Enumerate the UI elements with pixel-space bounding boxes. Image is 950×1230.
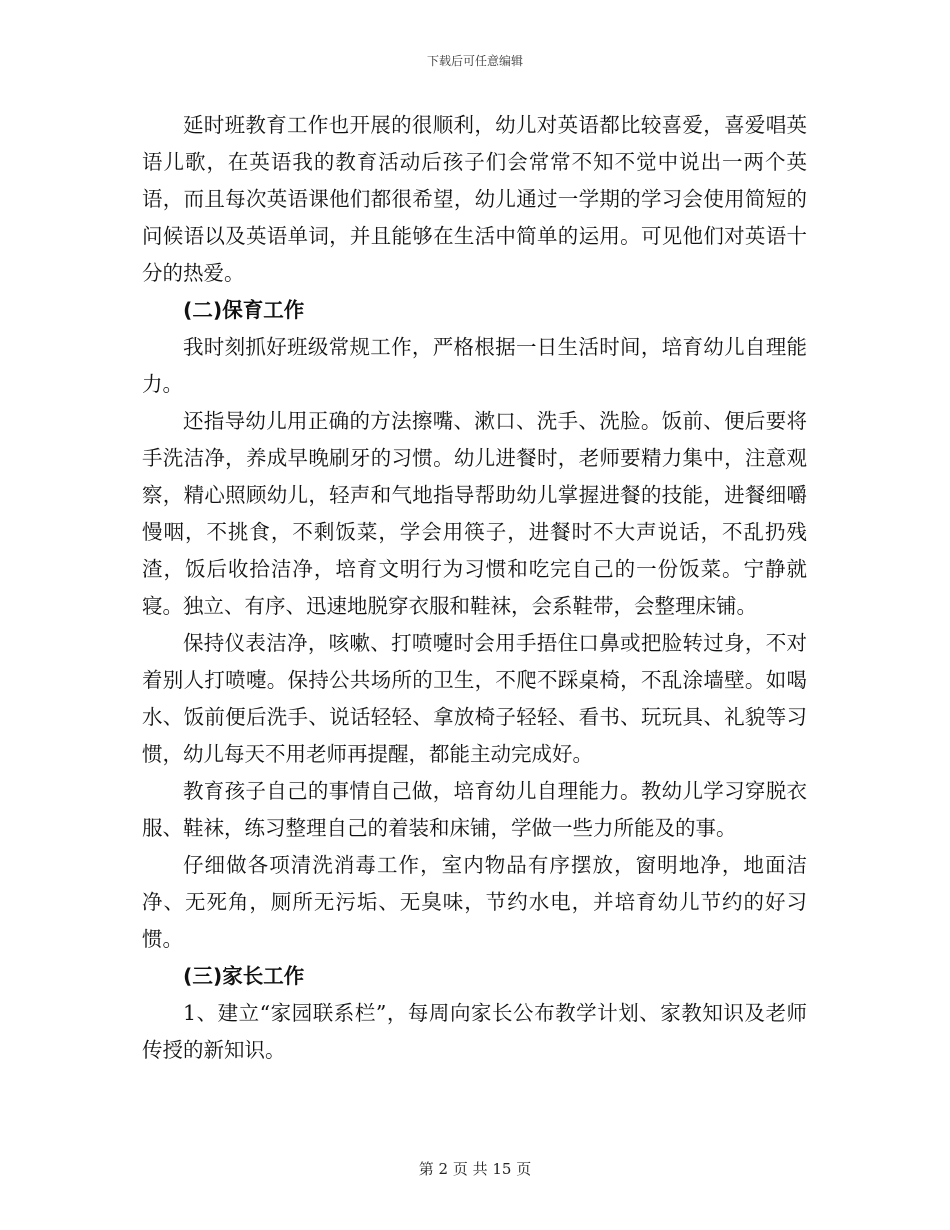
paragraph-hygiene-guidance: 还指导幼儿用正确的方法擦嘴、漱口、洗手、洗脸。饭前、便后要将手洗洁净，养成早晚刷牙的习惯。幼儿进餐时，老师要精力集中，注意观察，精心照顾幼儿，轻声和气地指导帮助幼儿掌握进餐的技能，进餐细嚼慢咽，不挑食，不剩饭菜，学会用筷子，进餐时不大声说话，不乱扔残渣，饭后收拾洁净，培育文明行为习惯和吃完自己的一份饭菜。宁静就寝。独立、有序、迅速地脱穿衣服和鞋袜，会系鞋带，会整理床铺。 <box>142 409 807 618</box>
paragraph-cleanliness-habits: 保持仪表洁净，咳嗽、打喷嚏时会用手捂住口鼻或把脸转过身，不对着别人打喷嚏。保持公共场所的卫生，不爬不踩桌椅，不乱涂墙壁。如喝水、饭前便后洗手、说话轻轻、拿放椅子轻轻、看书、玩玩具、礼貌等习惯，幼儿每天不用老师再提醒，都能主动完成好。 <box>142 631 807 766</box>
paragraph-disinfection: 仔细做各项清洗消毒工作，室内物品有序摆放，窗明地净，地面洁净、无死角，厕所无污垢、无臭味，节约水电，并培育幼儿节约的好习惯。 <box>142 853 807 951</box>
paragraph-english-class: 延时班教育工作也开展的很顺利，幼儿对英语都比较喜爱，喜爱唱英语儿歌，在英语我的教育活动后孩子们会常常不知不觉中说出一两个英语，而且每次英语课他们都很希望，幼儿通过一学期的学习会使用简短的问候语以及英语单词，并且能够在生活中简单的运用。可见他们对英语十分的热爱。 <box>142 113 807 285</box>
document-body <box>142 107 807 1069</box>
paragraph-routine: 我时刻抓好班级常规工作，严格根据一日生活时间，培育幼儿自理能力。 <box>142 335 807 396</box>
section-heading-care-work: (二)保育工作 <box>183 298 305 322</box>
page-header: 下载后可任意编辑 <box>426 54 523 68</box>
section-heading-parent-work: (三)家长工作 <box>183 964 305 988</box>
paragraph-self-care: 教育孩子自己的事情自己做，培育幼儿自理能力。教幼儿学习穿脱衣服、鞋袜，练习整理自己的着装和床铺，学做一些力所能及的事。 <box>142 779 807 840</box>
page-footer: 第 2 页 共 15 页 <box>418 1160 532 1178</box>
paragraph-contact-board: 1、建立“家园联系栏”，每周向家长公布教学计划、家教知识及老师传授的新知识。 <box>142 1001 807 1062</box>
